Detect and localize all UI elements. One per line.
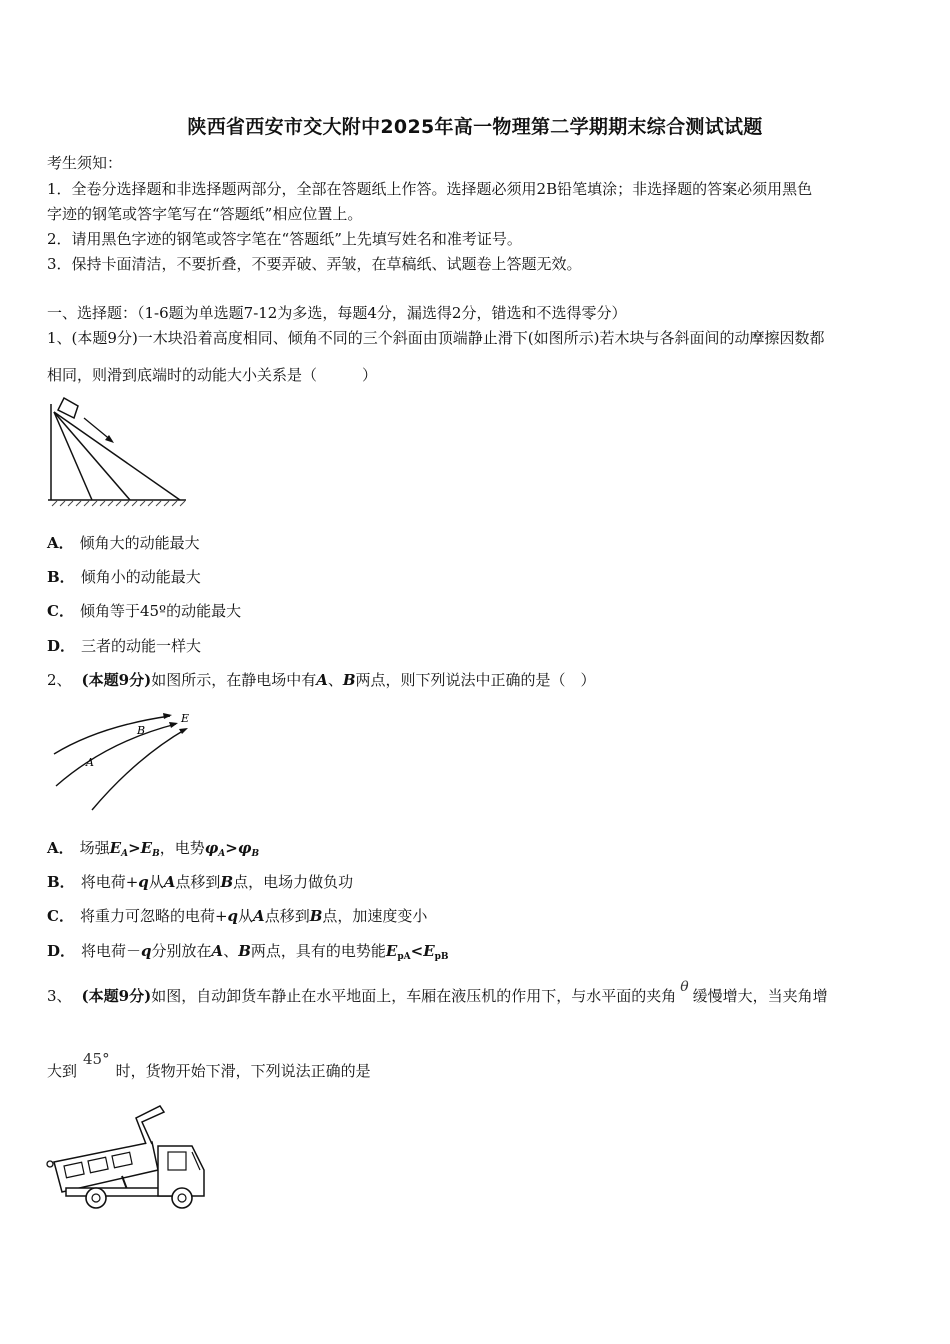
q2-option-a[interactable]: A． 场强$E_A>E_B$，电势$\varphi_A>\varphi_B$ <box>47 839 260 859</box>
q3-stem-line1: 3、 (本题9分)如图，自动卸货车静止在水平地面上，车厢在液压机的作用下，与水平面的夹角 θ 缓慢增大，当夹角增 <box>47 979 828 1005</box>
notice-item-3: 3．保持卡面清洁，不要折叠，不要弄破、弄皱，在草稿纸、试题卷上答题无效。 <box>47 255 582 273</box>
q1-option-d[interactable]: D． 三者的动能一样大 <box>47 637 202 655</box>
point-label-a: A <box>86 756 94 769</box>
notice-item-1: 1．全卷分选择题和非选择题两部分，全部在答题纸上作答。选择题必须用2B铅笔填涂；非选择题的答案必须用黑色 <box>47 180 813 198</box>
angle-45: 45° <box>83 1050 110 1068</box>
q3-dump-truck-figure <box>42 1100 222 1216</box>
q1-option-c[interactable]: C． 倾角等于45º的动能最大 <box>47 602 242 620</box>
q1-stem-line2: 相同，则滑到底端时的动能大小关系是（ ） <box>47 366 378 384</box>
point-label-b: B <box>137 724 146 737</box>
notice-item-2: 2．请用黑色字迹的钢笔或答字笔在“答题纸”上先填写姓名和准考证号。 <box>47 230 522 248</box>
notice-heading: 考生须知： <box>47 154 123 172</box>
theta-symbol: θ <box>680 979 689 995</box>
section-heading: 一、选择题：（1-6题为单选题7-12为多选，每题4分，漏选得2分，错选和不选得零分） <box>47 304 627 322</box>
notice-item-1-cont: 字迹的钢笔或答字笔写在“答题纸”相应位置上。 <box>47 205 363 223</box>
q1-option-b[interactable]: B． 倾角小的动能最大 <box>47 568 201 586</box>
q1-incline-figure <box>44 394 194 510</box>
q2-option-c[interactable]: C． 将重力可忽略的电荷+q从A点移到B点，加速度变小 <box>47 907 428 925</box>
q2-option-b[interactable]: B． 将电荷+q从A点移到B点，电场力做负功 <box>47 873 354 891</box>
q2-stem: 2、 (本题9分)如图所示，在静电场中有A、B两点，则下列说法中正确的是（ ） <box>47 671 596 689</box>
page-title: 陕西省西安市交大附中2025年高一物理第二学期期末综合测试试题 <box>187 116 763 138</box>
field-label-e: E <box>181 712 190 725</box>
q3-stem-line2: 大到45°时，货物开始下滑，下列说法正确的是 <box>47 1050 371 1080</box>
q2-option-d[interactable]: D． 将电荷－q分别放在A、B两点，具有的电势能$E_{pA}<E_{pB}$ <box>47 942 449 962</box>
q1-stem-line1: 1、(本题9分)一木块沿着高度相同、倾角不同的三个斜面由顶端静止滑下(如图所示)若木块与各斜面间的动摩擦因数都 <box>47 329 825 347</box>
q2-field-figure <box>48 704 200 816</box>
q1-option-a[interactable]: A． 倾角大的动能最大 <box>47 534 200 552</box>
